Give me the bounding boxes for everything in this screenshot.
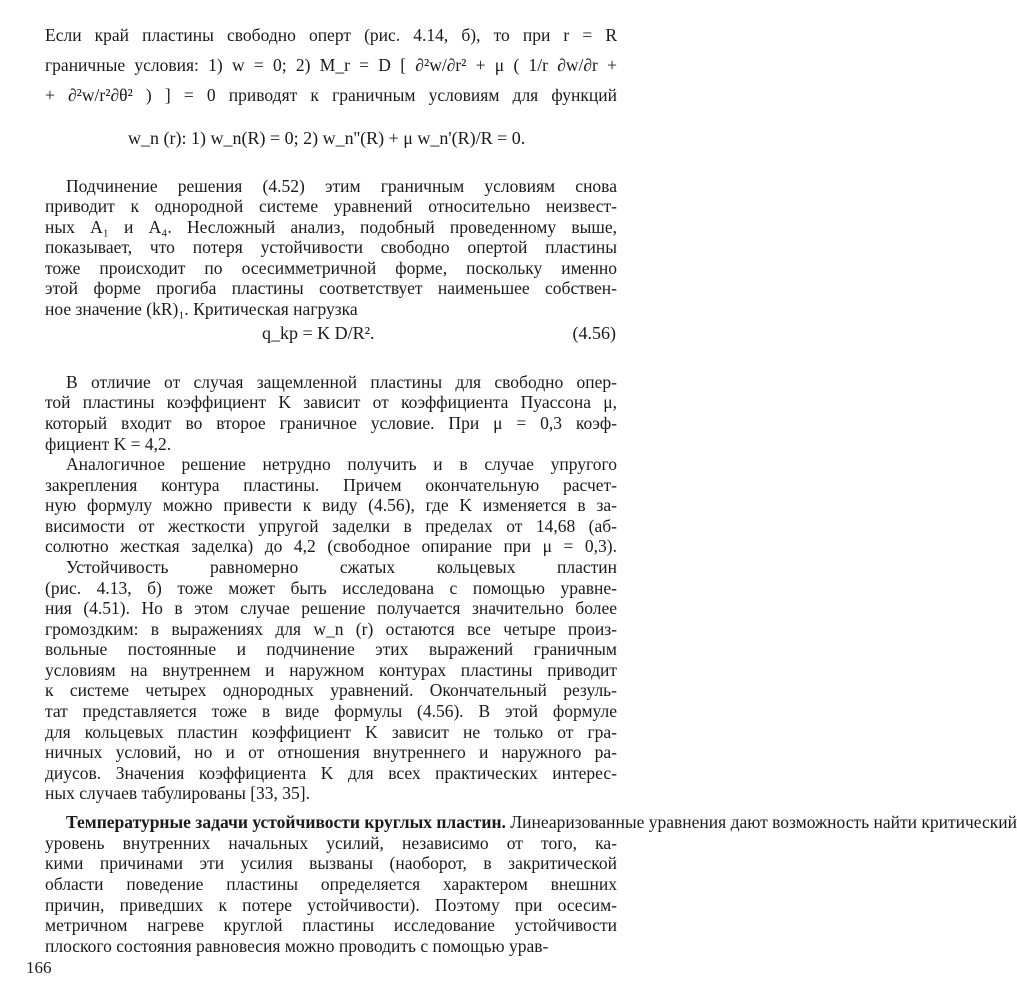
text-line: висимости от жесткости упругой заделки в пределах от 14,68 (аб- <box>45 516 617 536</box>
text-line: ния (4.51). Но в этом случае решение получается значительно более <box>45 598 617 618</box>
text-line: В отличие от случая защемленной пластины для свободно опер- <box>66 372 617 392</box>
text-line: вольные постоянные и подчинение этих выражений граничным <box>45 639 617 659</box>
text-line: (рис. 4.13, б) тоже может быть исследована с помощью уравне- <box>45 578 617 598</box>
text-line: той пластины коэффициент K зависит от коэффициента Пуассона μ, <box>45 392 617 412</box>
text-line: этой форме прогиба пластины соответствует наименьшее собствен- <box>45 278 617 298</box>
text-line: солютно жесткая заделка) до 4,2 (свободное опирание при μ = 0,3). <box>45 536 617 556</box>
text-line: Аналогичное решение нетрудно получить и в случае упругого <box>66 454 617 474</box>
text-line: ных случаев табулированы [33, 35]. <box>45 783 310 803</box>
text-line: причин, приведших к потере устойчивости). Поэтому при осесим- <box>45 895 617 915</box>
text-line: ных A₁ и A₄. Несложный анализ, подобный проведенному выше, <box>45 217 617 237</box>
boundary-equation: w_n (r): 1) w_n(R) = 0; 2) w_n''(R) + μ w_n'(R)/R = 0. <box>128 128 526 148</box>
text-line: тат представляется тоже в виде формулы (4.56). В этой формуле <box>45 701 617 721</box>
text-line: показывает, что потеря устойчивости свободно опертой пластины <box>45 237 617 257</box>
text-line: фициент K = 4,2. <box>45 434 172 454</box>
text-line: ное значение (kR)₁. Критическая нагрузка <box>45 299 358 319</box>
section-heading: Температурные задачи устойчивости круглых пластин. <box>66 812 506 832</box>
text-line: тоже происходит по осесимметричной форме, поскольку именно <box>45 258 617 278</box>
text-line: ничных условий, но и от отношения внутреннего и наружного ра- <box>45 742 617 762</box>
text-line: области поведение пластины определяется характером внешних <box>45 874 617 894</box>
text-line: условиям на внутреннем и наружном контурах пластины приводит <box>45 660 617 680</box>
equation-line: + ∂²w/r²∂θ² ) ] = 0 приводят к граничным условиям для функций <box>45 85 617 105</box>
text-line: Если край пластины свободно оперт (рис. 4.14, б), то при r = R <box>45 25 617 45</box>
text-line: приводит к однородной системе уравнений относительно неизвест- <box>45 196 617 216</box>
text-line: ную формулу можно привести к виду (4.56), где K изменяется в за- <box>45 495 617 515</box>
text-line: уровень внутренних начальных усилий, независимо от того, ка- <box>45 833 617 853</box>
text-line: который входит во второе граничное условие. При μ = 0,3 коэф- <box>45 413 617 433</box>
text-line: закрепления контура пластины. Причем окончательную расчет- <box>45 475 617 495</box>
equation-line: граничные условия: 1) w = 0; 2) M_r = D [ ∂²w/∂r² + μ ( 1/r ∂w/∂r + <box>45 55 617 75</box>
text-line: кими причинами эти усилия вызваны (наоборот, в закритической <box>45 853 617 873</box>
section-heading-line <box>66 811 1017 833</box>
equation-number: (4.56) <box>572 323 616 343</box>
text-run: Линеаризованные уравнения дают возможность найти критический <box>505 812 1017 832</box>
page-number: 166 <box>26 958 52 977</box>
text-line: Устойчивость равномерно сжатых кольцевых пластин <box>66 557 617 577</box>
text-line: плоского состояния равновесия можно проводить с помощью урав- <box>45 936 549 956</box>
text-line: Подчинение решения (4.52) этим граничным условиям снова <box>66 176 617 196</box>
critical-load-formula: q_kp = K D/R². <box>262 323 375 343</box>
text-line: метричном нагреве круглой пластины исследование устойчивости <box>45 915 617 935</box>
text-line: диусов. Значения коэффициента K для всех практических интерес- <box>45 763 617 783</box>
text-line: для кольцевых пластин коэффициент K зависит не только от гра- <box>45 722 617 742</box>
text-line: громоздким: в выражениях для w_n (r) остаются все четыре произ- <box>45 619 617 639</box>
text-line: к системе четырех однородных уравнений. Окончательный резуль- <box>45 680 617 700</box>
